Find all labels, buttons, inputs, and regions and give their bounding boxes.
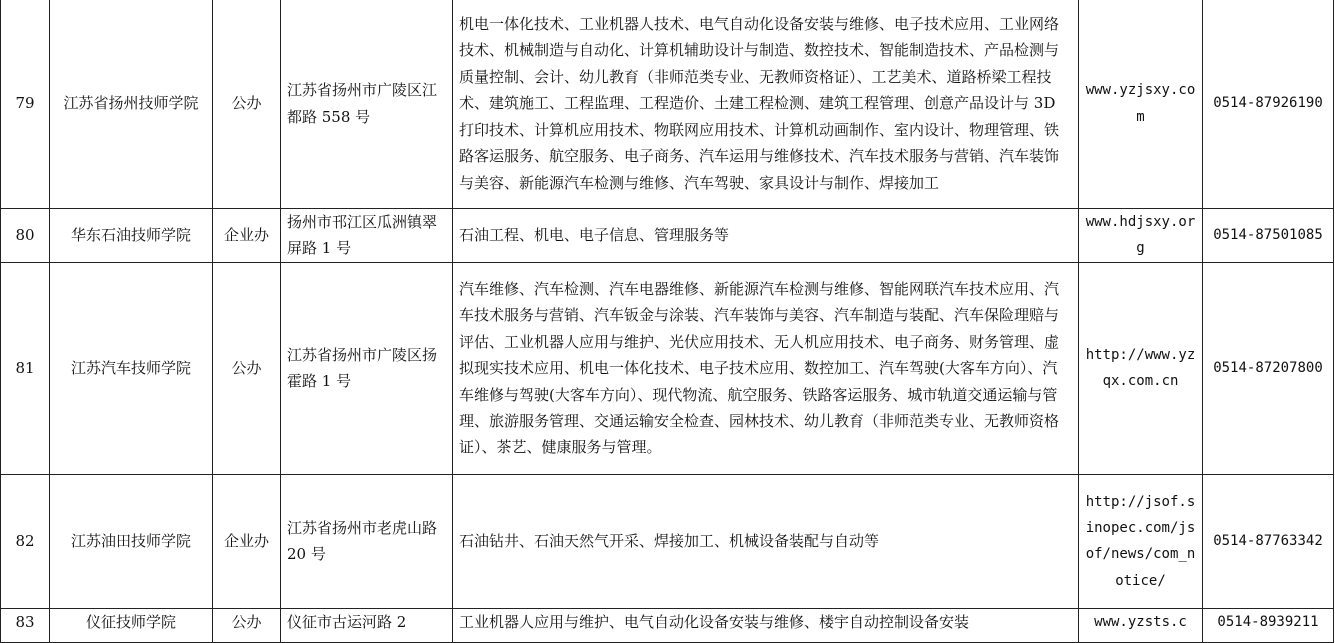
school-website: www.yzjsxy.com [1079, 0, 1203, 209]
school-majors: 石油钻井、石油天然气开采、焊接加工、机械设备装配与自动等 [453, 474, 1079, 608]
school-name: 仪征技师学院 [50, 608, 213, 642]
school-phone: 0514-87763342 [1203, 474, 1334, 608]
row-number: 79 [1, 0, 50, 209]
school-website: http://www.yzqx.com.cn [1079, 262, 1203, 474]
school-majors: 机电一体化技术、工业机器人技术、电气自动化设备安装与维修、电子技术应用、工业网络技术、机械制造与自动化、计算机辅助设计与制造、数控技术、智能制造技术、产品检测与质量控制、会计、幼儿教育（非师范类专业、无教师资格证）、工艺美术、道路桥梁工程技术、建筑施工、工程监理、工程造价、土建工程检测、建筑工程管理、创意产品设计与 3D 打印技术、计算机应用技术、物联网应用技术、计算机动画制作、室内设计、物理管理、铁路客运服务、航空服务、电子商务、汽车运用与维修技术、汽车技术服务与营销、汽车装饰与美容、新能源汽车检测与维修、汽车驾驶、家具设计与制作、焊接加工 [453, 0, 1079, 209]
row-number: 83 [1, 608, 50, 642]
table-row [1, 0, 1334, 209]
school-majors: 工业机器人应用与维护、电气自动化设备安装与维修、楼宇自动控制设备安装 [453, 608, 1079, 642]
table-row [1, 474, 1334, 608]
school-phone: 0514-8939211 [1203, 608, 1334, 642]
school-phone: 0514-87926190 [1203, 0, 1334, 209]
school-type: 企业办 [213, 209, 281, 263]
school-name: 江苏省扬州技师学院 [50, 0, 213, 209]
table-row [1, 209, 1334, 263]
school-phone: 0514-87501085 [1203, 209, 1334, 263]
school-phone: 0514-87207800 [1203, 262, 1334, 474]
school-type: 公办 [213, 608, 281, 642]
row-number: 82 [1, 474, 50, 608]
school-majors: 汽车维修、汽车检测、汽车电器维修、新能源汽车检测与维修、智能网联汽车技术应用、汽车技术服务与营销、汽车钣金与涂装、汽车装饰与美容、汽车制造与装配、汽车保险理赔与评估、工业机器人应用与维护、光伏应用技术、无人机应用技术、电子商务、财务管理、虚拟现实技术应用、机电一体化技术、电子技术应用、数控加工、汽车驾驶(大客车方向）、汽车维修与驾驶(大客车方向）、现代物流、航空服务、铁路客运服务、城市轨道交通运输与管理、旅游服务管理、交通运输安全检查、园林技术、幼儿教育（非师范类专业、无教师资格证）、茶艺、健康服务与管理。 [453, 262, 1079, 474]
row-number: 80 [1, 209, 50, 263]
school-address: 扬州市邗江区瓜洲镇翠屏路 1 号 [281, 209, 453, 263]
school-address: 江苏省扬州市老虎山路 20 号 [281, 474, 453, 608]
table-row [1, 608, 1334, 642]
school-website: www.yzsts.c [1079, 608, 1203, 642]
school-name: 江苏油田技师学院 [50, 474, 213, 608]
school-name: 华东石油技师学院 [50, 209, 213, 263]
school-address: 江苏省扬州市广陵区江都路 558 号 [281, 0, 453, 209]
school-website: www.hdjsxy.org [1079, 209, 1203, 263]
school-address: 江苏省扬州市广陵区扬霍路 1 号 [281, 262, 453, 474]
school-type: 公办 [213, 262, 281, 474]
school-address: 仪征市古运河路 2 [281, 608, 453, 642]
school-type: 公办 [213, 0, 281, 209]
table-row [1, 262, 1334, 474]
school-type: 企业办 [213, 474, 281, 608]
school-name: 江苏汽车技师学院 [50, 262, 213, 474]
row-number: 81 [1, 262, 50, 474]
school-website: http://jsof.sinopec.com/jsof/news/com_notice/ [1079, 474, 1203, 608]
school-majors: 石油工程、机电、电子信息、管理服务等 [453, 209, 1079, 263]
